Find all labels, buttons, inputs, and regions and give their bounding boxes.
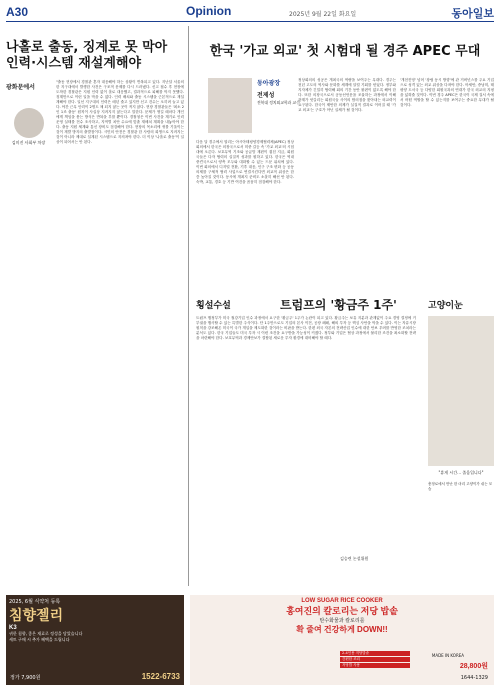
bottom-section-label: 횡설수설 bbox=[196, 301, 231, 311]
ad2-title: 홍여진의 칼로리는 저당 밥솥 bbox=[286, 606, 398, 616]
newspaper-logo: 동아일보 bbox=[451, 8, 494, 20]
section-label: Opinion bbox=[186, 4, 232, 18]
ad2-price: 28,800원 bbox=[459, 663, 488, 670]
ad2-made: MADE IN KOREA bbox=[431, 653, 464, 658]
ad-version: K3 bbox=[9, 625, 17, 631]
ad-year: 2025, 6월 식약처 등록 bbox=[9, 599, 61, 605]
left-column-label: 광화문에서 bbox=[6, 85, 35, 91]
column-divider bbox=[188, 26, 189, 586]
main-title: 한국 '가교 외교' 첫 시험대 될 경주 APEC 무대 bbox=[209, 44, 481, 59]
ad-rice-cooker[interactable] bbox=[190, 595, 494, 685]
ad2-btn: 2-4인용 저당밥솥 bbox=[340, 651, 410, 656]
ad-phone: 1522-6733 bbox=[141, 672, 180, 681]
cartoon-caption: "휴게 시간… 졸음입니다" bbox=[438, 470, 484, 475]
cartoon-credit: 충정로에서 만난 한 마리 고양이가 쉬는 모습 bbox=[428, 482, 493, 491]
left-body: "출동 현장에서 경찰관 혼자 대응해야 하는 상황이 반복되고 있다. 지난달 서울의 한 지구대에서 발생한 사건은 구조적 문제를 다시 드러냈다. 신고 접수 후 현장에 도착한 경찰관은 지원 인력 없이 홀로 대응했고, 결과적으로 피해를 막지 못했다. 징계만으로 이런 일을 막을 수 없다. 인력 배치와 출동 시스템을 근본적으로 재설계해야 한다. 일선 지구대의 인력은 매년 줄고 있지만 신고 건수는 오히려 늘고 있다. 야간 근무 인력이 2명도 채 되지 않는 곳이 적지 않다. 현장 경찰관들은 '최소 2인 1조 출동' 원칙이 사실상 지켜지지 않는다고 말한다. 문제가 생길 때마다 개인에게 책임을 묻는 방식은 반복을 부를 뿐이다. 경찰청은 이번 사건을 계기로 인력 운영 실태를 전수 조사하고, 지역별 치안 수요에 맞춘 재배치 계획을 내놓아야 한다. 출동 지원 체계와 통신 장비도 점검해야 한다. 현장의 목소리에 귀를 기울이는 것이 재발 방지의 출발점이다. 시민의 안전은 경찰관 한 사람의 희생으로 지켜지는 것이 아니라 제대로 설계된 시스템으로 지켜져야 한다. 더 이상 '나홀로 출동'이 일상이 되어서는 안 된다. bbox=[56, 80, 186, 144]
ad-price: 정가 7,900원 bbox=[10, 675, 41, 681]
ad2-button-list bbox=[340, 651, 410, 669]
ad2-big: 확 줄여 건강하게 DOWN!! bbox=[296, 625, 388, 634]
left-byline: 김미진 사회부 차장 bbox=[11, 140, 46, 145]
page-header bbox=[6, 4, 494, 22]
main-section-label: 동아광장 bbox=[257, 81, 281, 87]
left-title-1: 나홀로 출동, 징계로 못 막아 bbox=[6, 40, 168, 55]
ad2-top: LOW SUGAR RICE COOKER bbox=[301, 598, 383, 604]
main-author-desc: 전북대 정치외교학과 교수 bbox=[257, 100, 300, 105]
ad2-btn: 저당밥 사용 bbox=[340, 663, 410, 668]
cartoon-section-label: 고양이눈 bbox=[428, 301, 463, 311]
ad-sub: 세트 구매 시 추가 혜택을 드립니다 bbox=[9, 637, 70, 642]
ad2-sub: 탄수화물과 칼로리를 bbox=[319, 618, 365, 624]
author-photo-main bbox=[208, 78, 252, 133]
ad-brand: 침향젤리 bbox=[9, 607, 64, 623]
main-author: 전제성 bbox=[257, 93, 275, 99]
ad2-phone: 1644-1329 bbox=[460, 675, 488, 681]
cartoon-image bbox=[428, 316, 494, 466]
main-body-3: '개천진영' 넘어 '창립 동시 방향'에 관 거버넌스를 주요 기업으로 성격 있는 외교 위상을 다져야 한다. 아세안, 중남미, 태평양 도서국 등 다양한 회원국과의 연대가 한국 외교의 지평을 넓혀줄 것이다. 이번 경주 APEC은 한국이 국제 질서 속에서 어떤 역할을 할 수 있는지를 보여주는 중요한 무대가 될 것이다. bbox=[400, 78, 496, 107]
page-number: A30 bbox=[6, 5, 29, 19]
bottom-body: 트럼프 행정부가 미국 철강기업 인수 과정에서 요구한 '황금주' 1주가 논란이 되고 있다. 황금주는 보유 지분과 관계없이 주요 경영 결정에 거부권을 행사할 수 있는 특별한 주식이다. 단 1주만으로도 기업의 본사 이전, 공장 폐쇄, 해외 투자 등 핵심 사안을 막을 수 있다. 이는 자유시장 원칙을 강조해온 미국이 국가 개입을 제도화한 것이라는 비판을 받는다. 한편 외국 자본의 전략산업 인수에 대한 안보 우려를 반영한 조치라는 분석도 있다. 한국 기업들도 미국 투자 시 이런 조건을 요구받을 가능성이 커졌다. 정부와 기업은 협상 과정에서 불리한 조건을 최소화할 전략을 마련해야 한다. 보호무역과 경제안보가 결합된 새로운 투자 환경에 대비해야 할 때다. bbox=[196, 316, 418, 340]
main-body-1: 다음 달 경주에서 열리는 아시아태평양경제협력체(APEC) 정상회의에서 한국은 의장국으로서 미중 갈등 속 '가교 외교'의 시험대에 오른다. 보호무역 기조와 공급망 재편이 겹친 지금, 회원국들은 다자 협력의 실질적 성과를 원하고 있다. 한국은 역내 중견국으로서 양측 모두와 대화할 수 있는 드문 위치에 있다. 이번 회의에서 디지털 전환, 기후 대응, 인구 구조 변화 등 공동 의제를 구체적 협력 사업으로 연결시킨다면 외교적 위상은 한층 높아질 것이다. 동시에 개최지 준비도 소홀히 해선 안 된다. 숙박, 교통, 경호 등 기반 여건을 꼼꼼히 점검해야 한다. bbox=[196, 140, 296, 184]
bottom-author: 김승련 논설위원 bbox=[340, 556, 369, 561]
author-photo bbox=[14, 108, 44, 138]
main-body-2: 정상회의의 성공은 개최국의 역량을 보여주는 무대다. 경주는 천년 고도의 역사와 문화를 세계에 알릴 기회를 얻었다. 정부와 지자체가 긴밀히 협력해 회의 기간 동안 불편이 없도록 해야 한다. 또한 의장국으로서 공동선언문을 조율하는 과정에서 이해관계가 엇갈리는 회원국들 사이의 합의점을 찾아내는 외교력이 요구된다. 한국이 제안한 의제가 실질적 결과로 이어질 때 '가교 외교'는 구호가 아닌 실체가 될 것이다. bbox=[298, 78, 398, 112]
ad-jelly[interactable] bbox=[6, 595, 184, 685]
left-title-2: 인력·시스템 재설계해야 bbox=[6, 56, 142, 71]
ad2-btn: 간편한 조리 bbox=[340, 657, 410, 662]
ad-tagline: 귀한 침향, 좋은 재료로 정성을 담았습니다 bbox=[9, 631, 83, 636]
bottom-title: 트럼프의 '황금주 1주' bbox=[280, 298, 397, 312]
issue-date: 2025년 9월 22일 화요일 bbox=[289, 11, 357, 18]
